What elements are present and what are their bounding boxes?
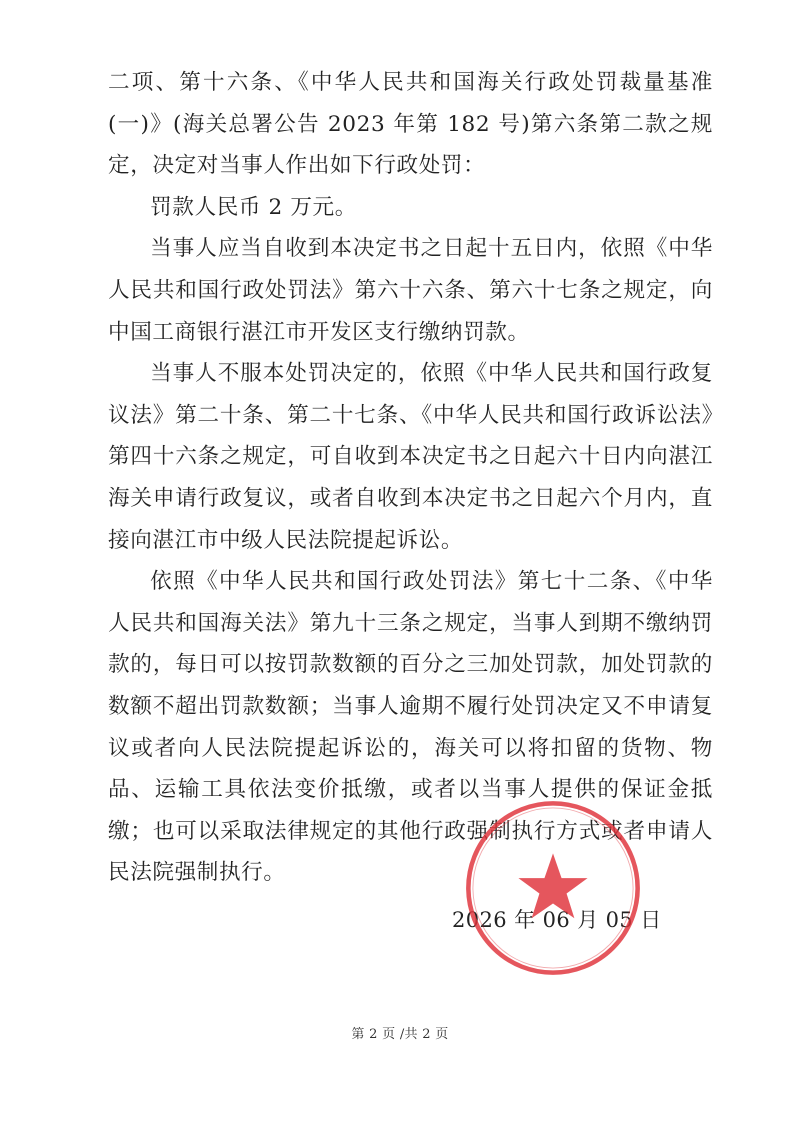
paragraph-payment: 当事人应当自收到本决定书之日起十五日内，依照《中华人民共和国行政处罚法》第六十六条、第六十七条之规定，向中国工商银行湛江市开发区支行缴纳罚款。	[108, 236, 713, 345]
page-footer: 第 2 页 /共 2 页	[351, 1027, 449, 1042]
document-date: 2026 年 06 月 05 日	[452, 908, 662, 932]
paragraph-enforcement: 依照《中华人民共和国行政处罚法》第七十二条、《中华人民共和国海关法》第九十三条之规定，当事人到期不缴纳罚款的，每日可以按罚款数额的百分之三加处罚款，加处罚款的数额不超出罚款数额；当事人逾期不履行处罚决定又不申请复议或者向人民法院提起诉讼的，海关可以将扣留的货物、物品、运输工具依法变价抵缴，或者以当事人提供的保证金抵缴；也可以采取法律规定的其他行政强制执行方式或者申请人民法院强制执行。	[108, 569, 713, 886]
paragraph-penalty: 罚款人民币 2 万元。	[150, 194, 357, 220]
paragraph-continuation: 二项、第十六条、《中华人民共和国海关行政处罚裁量基准(一)》(海关总署公告 2023 年第 182 号)第六条第二款之规定，决定对当事人作出如下行政处罚：	[108, 70, 713, 179]
paragraph-appeal: 当事人不服本处罚决定的，依照《中华人民共和国行政复议法》第二十条、第二十七条、《中华人民共和国行政诉讼法》第四十六条之规定，可自收到本决定书之日起六十日内向湛江海关申请行政复议，或者自收到本决定书之日起六个月内，直接向湛江市中级人民法院提起诉讼。	[108, 361, 713, 553]
official-seal-icon	[462, 797, 644, 979]
document-body	[108, 62, 713, 894]
